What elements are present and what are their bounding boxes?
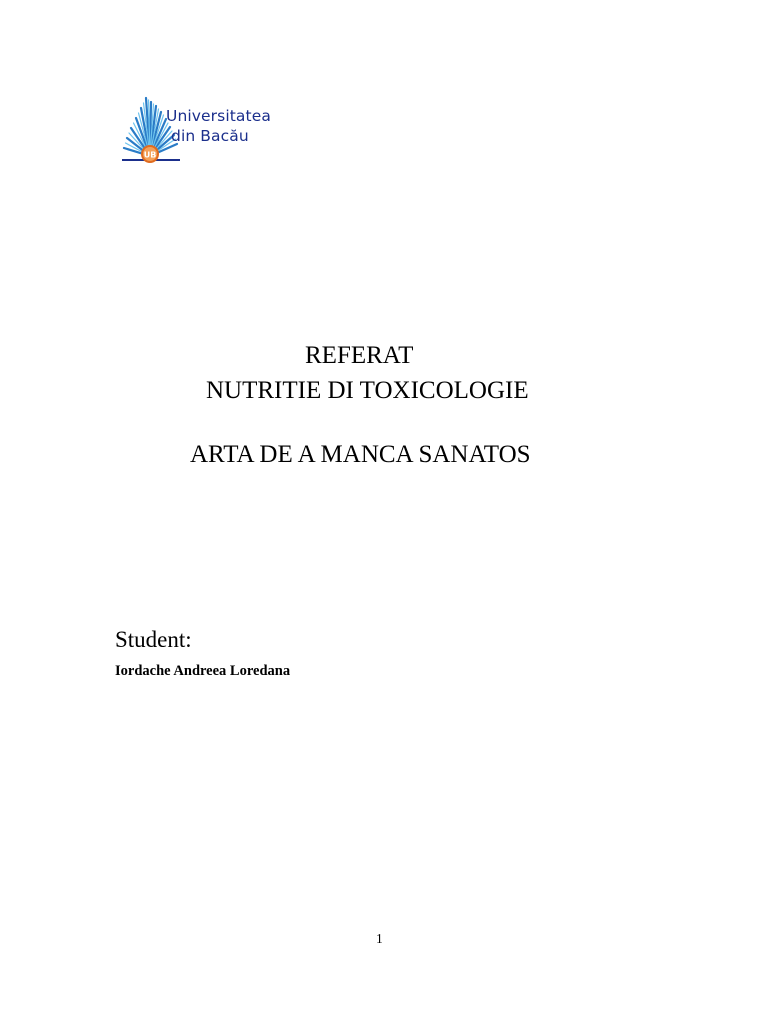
student-name: Iordache Andreea Loredana <box>115 663 291 679</box>
page-number: 1 <box>376 931 383 946</box>
logo-wordmark <box>166 106 271 146</box>
university-logo <box>120 94 290 166</box>
document-type-title: REFERAT <box>305 342 414 369</box>
paper-title: ARTA DE A MANCA SANATOS <box>190 441 531 468</box>
logo-line-1: Universitatea <box>166 107 271 125</box>
logo-monogram: UB <box>143 150 157 160</box>
logo-line-2: din Bacău <box>171 127 249 145</box>
course-title: NUTRITIE DI TOXICOLOGIE <box>206 377 529 404</box>
student-label: Student: <box>115 627 192 652</box>
